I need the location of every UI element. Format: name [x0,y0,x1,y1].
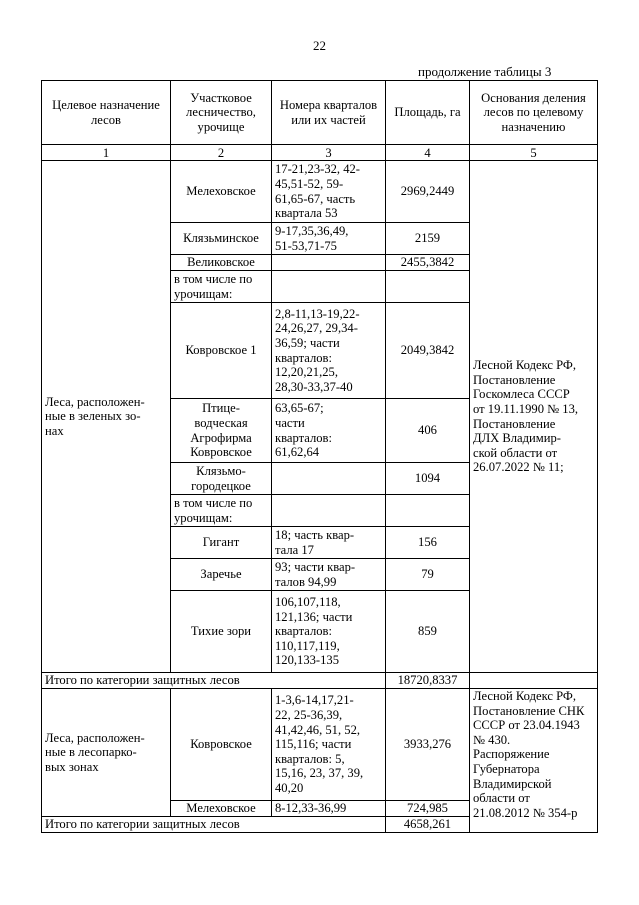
area-cell: 859 [386,591,470,673]
page-number: 22 [313,38,326,53]
forestry-cell: Тихие зори [171,591,272,673]
purpose-cell: Леса, расположен- ные в лесопарко- вых зонах [42,689,171,817]
area-cell: 406 [386,399,470,463]
purpose-cell: Леса, расположен- ные в зеленых зо- нах [42,161,171,673]
basis-cell: Лесной Кодекс РФ, Постановление Госкомлеса СССР от 19.11.1990 № 13, Постановление ДЛХ Владимир- ской области от 26.07.2022 № 11; [470,161,598,673]
total-row [42,673,598,689]
forestry-cell: Заречье [171,559,272,591]
area-cell: 724,985 [386,801,470,817]
quarters-cell [272,495,386,527]
column-number: 1 [42,145,171,161]
column-number-row [42,145,598,161]
header-area: Площадь, га [386,81,470,145]
forestry-cell: Клязьминское [171,223,272,255]
quarters-cell: 8-12,33-36,99 [272,801,386,817]
column-number: 5 [470,145,598,161]
total-label: Итого по категории защитных лесов [42,673,386,689]
quarters-cell: 2,8-11,13-19,22- 24,26,27, 29,34- 36,59; части кварталов: 12,20,21,25, 28,30-33,37-40 [272,303,386,399]
area-cell: 2049,3842 [386,303,470,399]
area-cell [386,495,470,527]
continuation-note: продолжение таблицы 3 [418,64,552,79]
quarters-cell: 106,107,118, 121,136; части кварталов: 110,117,119, 120,133-135 [272,591,386,673]
forestry-cell: Великовское [171,255,272,271]
total-label: Итого по категории защитных лесов [42,817,386,833]
quarters-cell [272,463,386,495]
area-cell: 2969,2449 [386,161,470,223]
area-cell [386,271,470,303]
header-forestry: Участковое лесничество, урочище [171,81,272,145]
area-cell: 2159 [386,223,470,255]
quarters-cell: 17-21,23-32, 42- 45,51-52, 59- 61,65-67, часть квартала 53 [272,161,386,223]
header-row [42,81,598,145]
quarters-cell: 93; части квар- талов 94,99 [272,559,386,591]
forestry-cell: Мелеховское [171,801,272,817]
empty-cell [470,673,598,689]
column-number: 4 [386,145,470,161]
quarters-cell: 63,65-67; части кварталов: 61,62,64 [272,399,386,463]
area-cell: 1094 [386,463,470,495]
total-area: 4658,261 [386,817,470,833]
area-cell: 79 [386,559,470,591]
forestry-cell: Ковровское 1 [171,303,272,399]
forestry-cell: Птице- водческая Агрофирма Ковровское [171,399,272,463]
column-number: 2 [171,145,272,161]
quarters-cell [272,255,386,271]
table-row [42,689,598,801]
header-quarters: Номера кварталов или их частей [272,81,386,145]
header-purpose: Целевое назначение лесов [42,81,171,145]
area-cell: 3933,276 [386,689,470,801]
column-number: 3 [272,145,386,161]
forestry-cell: в том числе по урочищам: [171,495,272,527]
header-basis: Основания деления лесов по целевому назначению [470,81,598,145]
quarters-cell: 9-17,35,36,49, 51-53,71-75 [272,223,386,255]
forestry-cell: Гигант [171,527,272,559]
quarters-cell [272,271,386,303]
area-cell: 2455,3842 [386,255,470,271]
quarters-cell: 1-3,6-14,17,21- 22, 25-36,39, 41,42,46, 51, 52, 115,116; части кварталов: 5, 15,16, 23, 37, 39, 40,20 [272,689,386,801]
forestry-cell: в том числе по урочищам: [171,271,272,303]
forestry-cell: Ковровское [171,689,272,801]
forestry-cell: Мелеховское [171,161,272,223]
total-area: 18720,8337 [386,673,470,689]
quarters-cell: 18; часть квар- тала 17 [272,527,386,559]
table-row [42,161,598,223]
forestry-cell: Клязьмо- городецкое [171,463,272,495]
forest-purpose-table [41,80,598,833]
basis-cell: Лесной Кодекс РФ, Постановление СНК СССР от 23.04.1943 № 430. Распоряжение Губернатора Владимирской области от 21.08.2012 № 354-р [470,689,598,833]
area-cell: 156 [386,527,470,559]
